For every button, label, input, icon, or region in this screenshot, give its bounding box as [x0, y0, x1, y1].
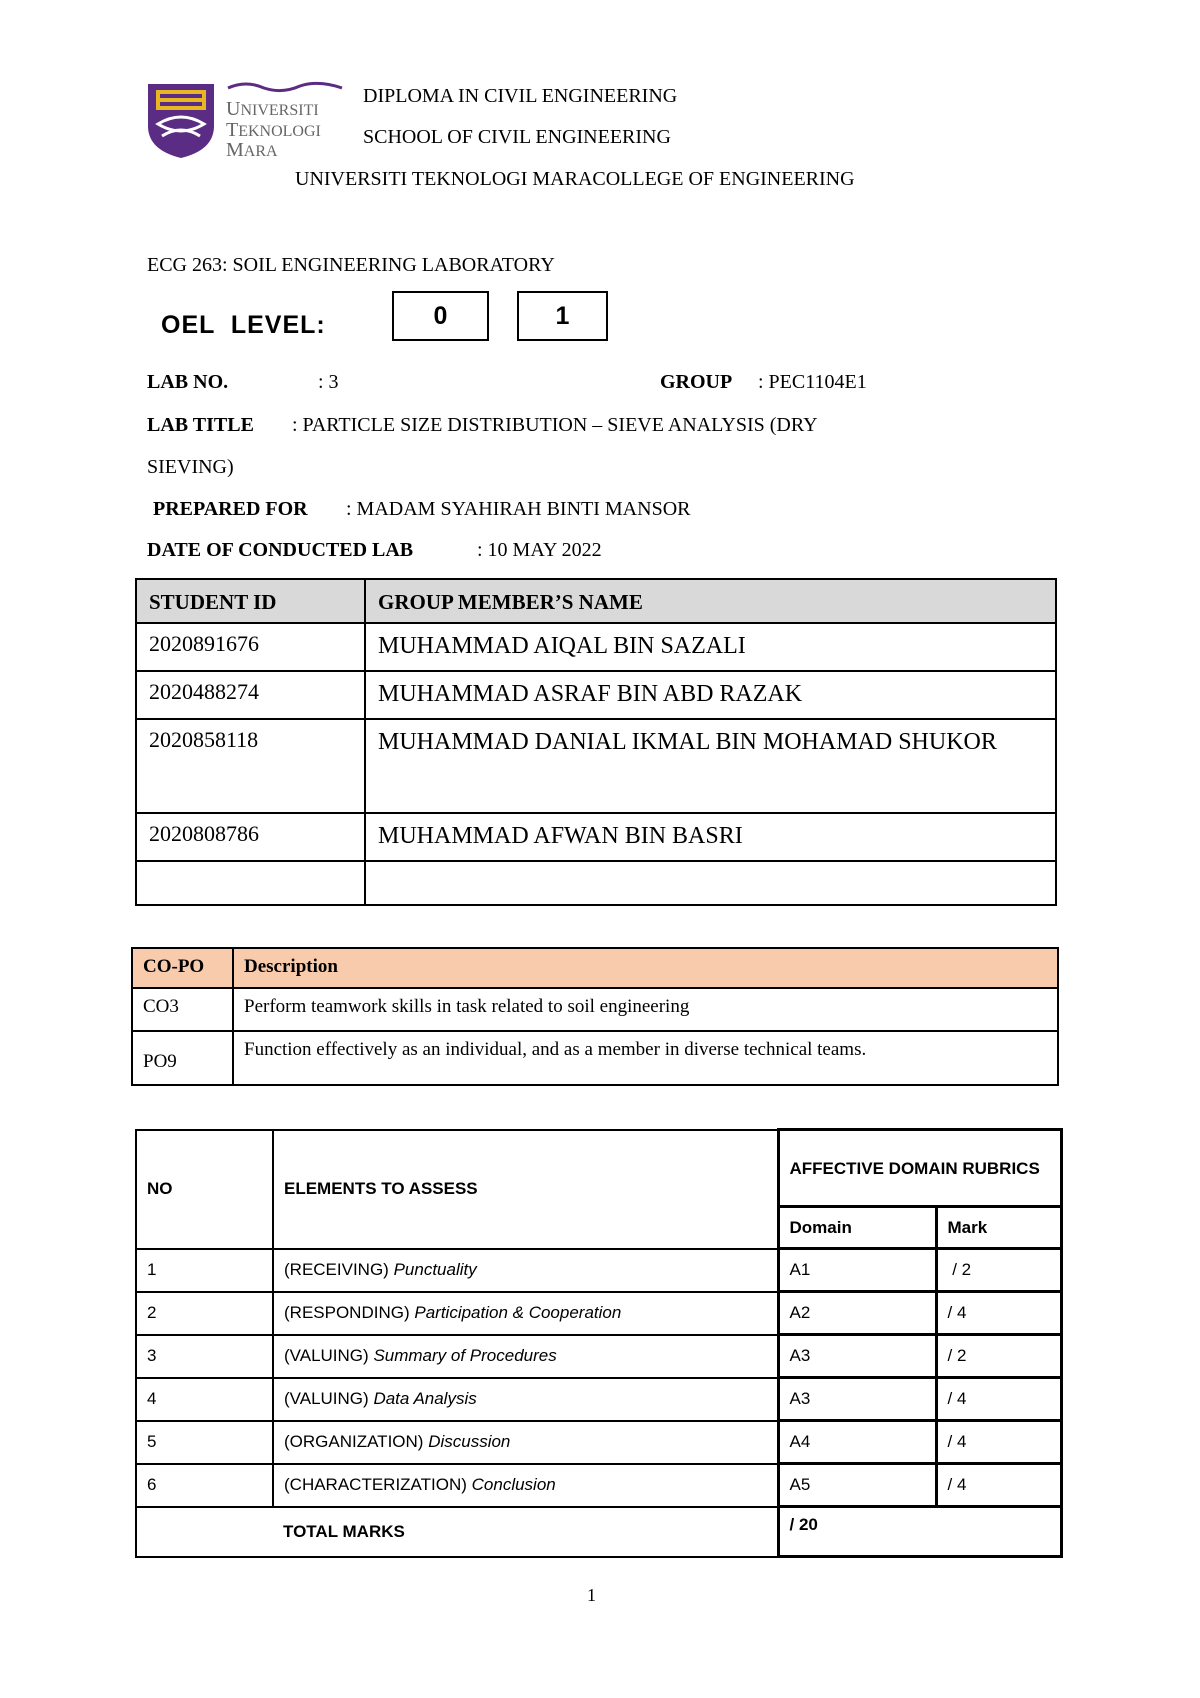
table-row	[136, 1378, 1061, 1421]
table-row	[136, 1249, 1061, 1292]
rubric-no: 2	[136, 1292, 273, 1335]
col-elements: ELEMENTS TO ASSESS	[273, 1130, 778, 1249]
uitm-crest-icon	[146, 80, 346, 160]
rubric-no: 4	[136, 1378, 273, 1421]
rubric-mark: / 4	[936, 1292, 1061, 1335]
rubric-domain: A3	[778, 1378, 936, 1421]
rubric-category: (ORGANIZATION)	[284, 1432, 424, 1451]
svg-text:TEKNOLOGI: TEKNOLOGI	[226, 119, 321, 141]
copo-code: PO9	[132, 1031, 233, 1085]
header-line-university: UNIVERSITI TEKNOLOGI MARACOLLEGE OF ENGINEERING	[295, 168, 855, 190]
rubric-item: Punctuality	[393, 1260, 477, 1279]
table-row	[136, 1335, 1061, 1378]
table-row	[136, 1464, 1061, 1507]
date-label: DATE OF CONDUCTED LAB	[147, 539, 414, 561]
student-id: 2020808786	[136, 813, 365, 861]
rubric-category: (RESPONDING)	[284, 1303, 410, 1322]
oel-digit-box-1: 0	[392, 291, 489, 341]
table-row	[136, 623, 1056, 671]
date-value: : 10 MAY 2022	[477, 539, 602, 561]
student-name: MUHAMMAD DANIAL IKMAL BIN MOHAMAD SHUKOR	[365, 719, 1056, 813]
student-name: MUHAMMAD ASRAF BIN ABD RAZAK	[365, 671, 1056, 719]
rubric-category: (CHARACTERIZATION)	[284, 1475, 467, 1494]
table-row	[136, 671, 1056, 719]
rubric-item: Summary of Procedures	[373, 1346, 557, 1365]
svg-text:MARA: MARA	[226, 139, 278, 160]
uitm-logo	[146, 80, 346, 160]
col-copo: CO-PO	[132, 948, 233, 988]
rubric-element	[273, 1335, 778, 1378]
total-marks-value: / 20	[778, 1507, 1061, 1557]
rubric-category: (VALUING)	[284, 1346, 369, 1365]
table-row	[136, 861, 1056, 905]
col-no: NO	[136, 1130, 273, 1249]
rubric-item: Data Analysis	[373, 1389, 477, 1408]
rubric-category: (RECEIVING)	[284, 1260, 389, 1279]
table-row	[132, 1031, 1058, 1085]
prepared-for-label: PREPARED FOR	[153, 498, 308, 520]
rubric-header-top	[136, 1130, 1061, 1207]
rubric-no: 1	[136, 1249, 273, 1292]
copo-code: CO3	[132, 988, 233, 1031]
rubric-mark: / 2	[936, 1249, 1061, 1292]
student-id: 2020891676	[136, 623, 365, 671]
copo-description: Function effectively as an individual, and as a member in diverse technical teams.	[233, 1031, 1058, 1085]
rubric-total-row	[136, 1507, 1061, 1557]
page-number: 1	[587, 1585, 596, 1605]
lab-no-label: LAB NO.	[147, 371, 229, 393]
rubric-domain: A4	[778, 1421, 936, 1464]
student-name: MUHAMMAD AIQAL BIN SAZALI	[365, 623, 1056, 671]
header-line-diploma: DIPLOMA IN CIVIL ENGINEERING	[363, 85, 678, 107]
rubric-element	[273, 1378, 778, 1421]
oel-digit-box-2: 1	[517, 291, 608, 341]
rubric-element	[273, 1249, 778, 1292]
table-row	[136, 1421, 1061, 1464]
student-id: 2020488274	[136, 671, 365, 719]
group-label: GROUP	[660, 371, 733, 393]
course-title: ECG 263: SOIL ENGINEERING LABORATORY	[147, 254, 555, 276]
lab-no-value: : 3	[318, 371, 339, 393]
rubric-no: 5	[136, 1421, 273, 1464]
rubric-mark: / 4	[936, 1464, 1061, 1507]
rubric-mark: / 2	[936, 1335, 1061, 1378]
student-name: MUHAMMAD AFWAN BIN BASRI	[365, 813, 1056, 861]
copo-table-header	[132, 948, 1058, 988]
rubric-domain: A1	[778, 1249, 936, 1292]
rubric-domain: A2	[778, 1292, 936, 1335]
rubric-no: 3	[136, 1335, 273, 1378]
col-mark: Mark	[936, 1207, 1061, 1249]
rubric-table	[135, 1128, 1063, 1558]
prepared-for-value: : MADAM SYAHIRAH BINTI MANSOR	[346, 498, 691, 520]
copo-description: Perform teamwork skills in task related to soil engineering	[233, 988, 1058, 1031]
total-marks-label: TOTAL MARKS	[273, 1507, 778, 1557]
rubric-domain: A5	[778, 1464, 936, 1507]
svg-text:UNIVERSITI: UNIVERSITI	[226, 98, 319, 120]
student-id: 2020858118	[136, 719, 365, 813]
oel-level-label: OEL LEVEL:	[161, 311, 326, 339]
col-affective-domain: AFFECTIVE DOMAIN RUBRICS	[778, 1130, 1061, 1207]
rubric-mark: / 4	[936, 1421, 1061, 1464]
rubric-category: (VALUING)	[284, 1389, 369, 1408]
rubric-domain: A3	[778, 1335, 936, 1378]
copo-table	[131, 947, 1059, 1086]
rubric-item: Discussion	[428, 1432, 511, 1451]
student-name	[365, 861, 1056, 905]
rubric-mark: / 4	[936, 1378, 1061, 1421]
col-student-id: STUDENT ID	[136, 579, 365, 623]
lab-title-value-line1: : PARTICLE SIZE DISTRIBUTION – SIEVE ANALYSIS (DRY	[292, 414, 818, 436]
header-line-school: SCHOOL OF CIVIL ENGINEERING	[363, 126, 671, 148]
lab-title-value-line2: SIEVING)	[147, 456, 234, 478]
rubric-element	[273, 1464, 778, 1507]
rubric-total-spacer	[136, 1507, 273, 1557]
lab-title-label: LAB TITLE	[147, 414, 254, 436]
col-member-name: GROUP MEMBER’S NAME	[365, 579, 1056, 623]
student-id	[136, 861, 365, 905]
col-description: Description	[233, 948, 1058, 988]
table-row	[136, 719, 1056, 813]
student-table-header	[136, 579, 1056, 623]
table-row	[136, 813, 1056, 861]
rubric-item: Participation & Cooperation	[414, 1303, 622, 1322]
group-value: : PEC1104E1	[758, 371, 867, 393]
rubric-element	[273, 1421, 778, 1464]
table-row	[132, 988, 1058, 1031]
col-domain: Domain	[778, 1207, 936, 1249]
student-table	[135, 578, 1057, 906]
rubric-no: 6	[136, 1464, 273, 1507]
rubric-element	[273, 1292, 778, 1335]
table-row	[136, 1292, 1061, 1335]
rubric-item: Conclusion	[471, 1475, 556, 1494]
